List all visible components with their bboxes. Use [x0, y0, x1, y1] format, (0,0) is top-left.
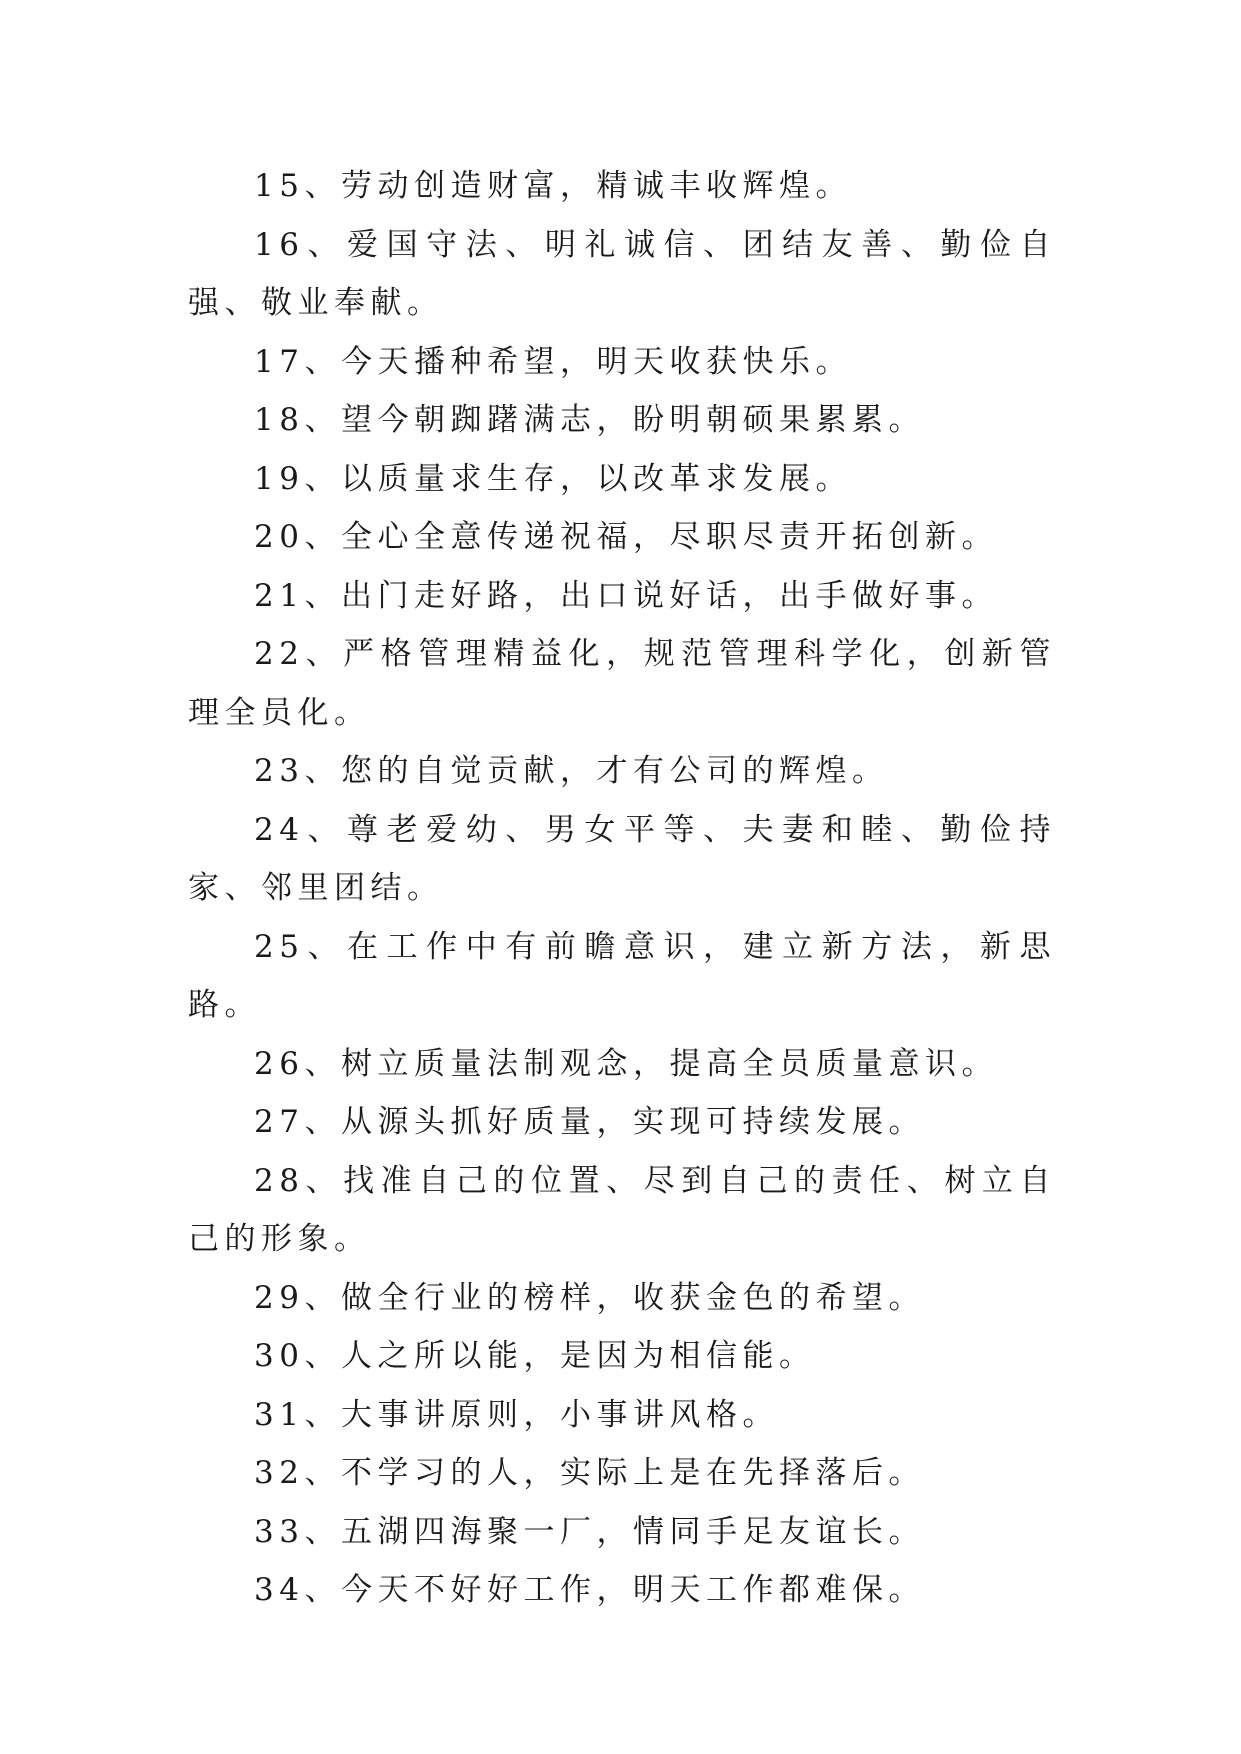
slogan-item-28: 28、找准自己的位置、尽到自己的责任、树立自己的形象。 — [188, 1162, 1056, 1257]
slogan-item-34: 34、今天不好好工作，明天工作都难保。 — [254, 1572, 925, 1608]
slogan-item-26: 26、树立质量法制观念，提高全员质量意识。 — [254, 1045, 998, 1082]
slogan-item-16: 16、爱国守法、明礼诚信、团结友善、勤俭自强、敬业奉献。 — [188, 226, 1056, 321]
slogan-item-20: 20、全心全意传递祝福，尽职尽责开拓创新。 — [254, 519, 998, 555]
slogan-item-29: 29、做全行业的榜样，收获金色的希望。 — [254, 1279, 925, 1316]
slogan-item-19: 19、以质量求生存，以改革求发展。 — [254, 460, 852, 497]
slogan-item-25: 25、在工作中有前瞻意识，建立新方法，新思路。 — [188, 928, 1056, 1023]
slogan-item-23: 23、您的自觉贡献，才有公司的辉煌。 — [254, 753, 889, 789]
slogan-item-30: 30、人之所以能，是因为相信能。 — [254, 1338, 816, 1374]
slogan-item-17: 17、今天播种希望，明天收获快乐。 — [254, 343, 852, 380]
slogan-item-15: 15、劳动创造财富，精诚丰收辉煌。 — [254, 168, 852, 204]
slogan-item-21: 21、出门走好路，出口说好话，出手做好事。 — [254, 577, 998, 614]
slogan-item-24: 24、尊老爱幼、男女平等、夫妻和睦、勤俭持家、邻里团结。 — [188, 811, 1056, 906]
slogan-item-22: 22、严格管理精益化，规范管理科学化，创新管理全员化。 — [188, 636, 1056, 731]
slogan-item-33: 33、五湖四海聚一厂，情同手足友谊长。 — [254, 1513, 925, 1550]
slogan-item-27: 27、从源头抓好质量，实现可持续发展。 — [254, 1104, 925, 1140]
slogan-list — [188, 157, 1056, 1620]
slogan-item-18: 18、望今朝踟躇满志，盼明朝硕果累累。 — [254, 402, 925, 438]
slogan-item-31: 31、大事讲原则，小事讲风格。 — [254, 1396, 779, 1433]
slogan-item-32: 32、不学习的人，实际上是在先择落后。 — [254, 1455, 925, 1491]
